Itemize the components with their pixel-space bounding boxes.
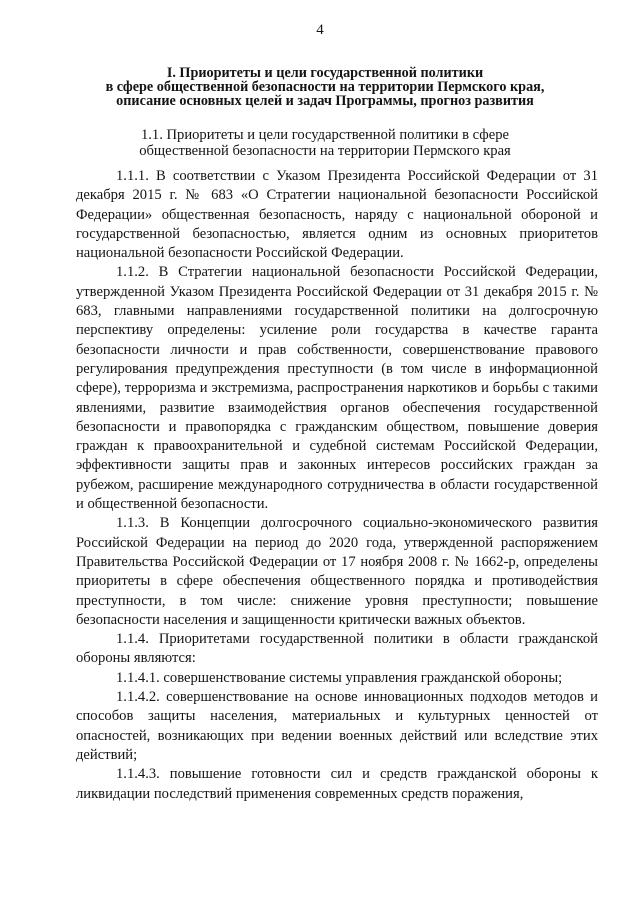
subsection-title-line: 1.1. Приоритеты и цели государственной политики в сфере	[140, 127, 510, 143]
paragraph-1-1-4-1: 1.1.4.1. совершенствование системы управления гражданской обороны;	[116, 669, 563, 686]
section-title-line: I. Приоритеты и цели государственной политики	[166, 65, 484, 81]
section-title-line: описание основных целей и задач Программы, прогноз развития	[116, 93, 534, 109]
subsection-title	[62, 127, 588, 159]
paragraph-1-1-2: 1.1.2. В Стратегии национальной безопасности Российской Федерации, утвержденной Указом Президента Российской Федерации от 31 декабря 2015 г. № 683, главными направлениями государственной политики на долгосрочную перспективу определены: усиление роли государства в качестве гаранта безопасности личности и прав собственности, совершенствование правового регулирования предупреждения преступности (в том числе в информационной сфере), терроризма и экстремизма, распространения наркотиков и борьбы с такими явлениями, развитие взаимодействия органов обеспечения государственной безопасности и правопорядка с гражданским обществом, повышение доверия граждан к правоохранительной и судебной системам Российской Федерации, эффективности защиты прав и законных интересов российских граждан за рубежом, расширение международного сотрудничества в области государственной и общественной безопасности.	[76, 264, 598, 513]
section-title	[62, 66, 588, 108]
paragraph-1-1-4-3: 1.1.4.3. повышение готовности сил и средств гражданской обороны к ликвидации последствий применения современных средств поражения,	[76, 766, 598, 802]
page-number: 4	[316, 22, 324, 38]
paragraph-1-1-4-2: 1.1.4.2. совершенствование на основе инновационных подходов методов и способов защиты населения, материальных и культурных ценностей от опасностей, возникающих при ведении военных действий или вследствие этих действий;	[76, 689, 598, 763]
subsection-title-line: общественной безопасности на территории Пермского края	[139, 143, 511, 159]
paragraph-1-1-1: 1.1.1. В соответствии с Указом Президента Российской Федерации от 31 декабря 2015 г. № 683 «О Стратегии национальной безопасности Российской Федерации» общественная безопасность, наряду с национальной обороной и государственной безопасностью, является одним из основных приоритетов национальной безопасности Российской Федерации.	[76, 168, 598, 262]
paragraph-1-1-4: 1.1.4. Приоритетами государственной политики в области гражданской обороны являются:	[76, 631, 598, 667]
paragraph-1-1-3: 1.1.3. В Концепции долгосрочного социально-экономического развития Российской Федерации на период до 2020 года, утвержденной распоряжением Правительства Российской Федерации от 17 ноября 2008 г. № 1662-р, определены приоритеты в сфере обеспечения общественного порядка и противодействия преступности, в том числе: снижение уровня преступности; повышение безопасности населения и защищенности критически важных объектов.	[76, 515, 598, 628]
section-title-line: в сфере общественной безопасности на территории Пермского края,	[105, 79, 545, 95]
body-text	[76, 167, 598, 804]
